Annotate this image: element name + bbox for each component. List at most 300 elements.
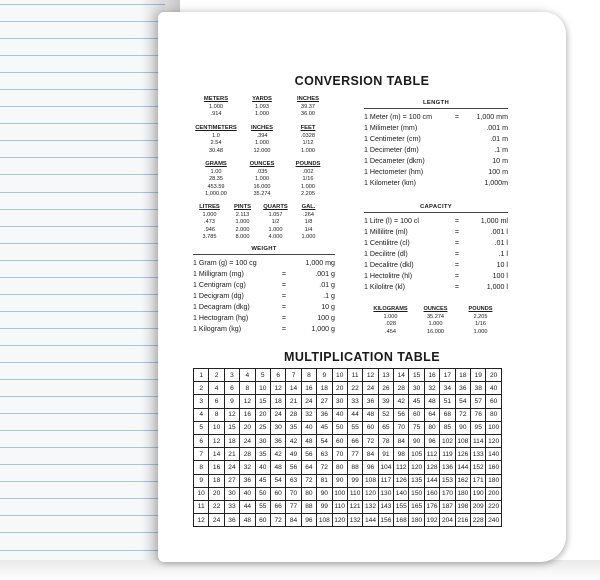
unit-value: 1,000 mg: [305, 259, 335, 268]
unit-label: 1 Milimeter (mm): [364, 124, 418, 133]
multiplication-cell: 119: [440, 448, 455, 461]
multiplication-cell: 45: [409, 395, 424, 408]
multiplication-cell: 18: [317, 382, 332, 395]
equals-sign: =: [281, 270, 287, 279]
unit-value: 1,000 ml: [480, 217, 508, 226]
multiplication-cell: 100: [486, 421, 501, 434]
kilograms-ounces-pounds-table: [368, 306, 503, 336]
centimeters-inches-feet-table: [193, 125, 331, 155]
multiplication-cell: 36: [224, 514, 239, 527]
weight-row: [193, 291, 335, 302]
multiplication-cell: 24: [240, 434, 255, 447]
multiplication-cell: 143: [378, 500, 393, 513]
litres-pints-quarts-gallons-table: [193, 204, 325, 242]
block-cell: 1,000.00: [205, 191, 227, 198]
multiplication-row: [194, 421, 502, 434]
multiplication-cell: 70: [286, 487, 301, 500]
multiplication-cell: 162: [455, 474, 470, 487]
multiplication-cell: 108: [317, 514, 332, 527]
multiplication-cell: 160: [486, 461, 501, 474]
multiplication-cell: 48: [363, 408, 378, 421]
multiplication-cell: 28: [286, 408, 301, 421]
block-row: [193, 133, 331, 141]
weight-row: [193, 280, 335, 291]
length-row: [364, 112, 508, 123]
multiplication-cell: 75: [409, 421, 424, 434]
multiplication-cell: 90: [317, 487, 332, 500]
multiplication-cell: 1: [194, 369, 209, 382]
column-header: GAL.: [301, 204, 316, 210]
multiplication-cell: 60: [270, 487, 285, 500]
equals-sign: =: [454, 239, 460, 248]
multiplication-cell: 12: [363, 369, 378, 382]
block-cell: 3.785: [202, 234, 217, 241]
multiplication-cell: 80: [332, 461, 347, 474]
multiplication-cell: 32: [424, 382, 439, 395]
multiplication-cell: 30: [270, 421, 285, 434]
multiplication-cell: 27: [317, 395, 332, 408]
multiplication-cell: 14: [394, 369, 409, 382]
column-header: INCHES: [251, 125, 273, 131]
multiplication-cell: 40: [255, 461, 270, 474]
unit-value: 10 l: [496, 261, 508, 269]
unit-value: .01 m: [490, 135, 508, 144]
block-row: [193, 184, 331, 192]
multiplication-cell: 17: [440, 369, 455, 382]
multiplication-cell: 24: [363, 382, 378, 395]
multiplication-cell: 40: [332, 408, 347, 421]
block-cell: 1/16: [302, 176, 314, 183]
capacity-row: [364, 238, 508, 249]
multiplication-cell: 190: [471, 487, 486, 500]
multiplication-row: [194, 434, 502, 447]
multiplication-cell: 72: [317, 461, 332, 474]
unit-value: .001 m: [486, 124, 508, 133]
multiplication-cell: 45: [317, 421, 332, 434]
capacity-heading: CAPACITY: [364, 204, 508, 213]
unit-label: 1 Decigram (dg): [193, 292, 244, 301]
multiplication-cell: 120: [409, 461, 424, 474]
multiplication-cell: 24: [270, 408, 285, 421]
block-cell: .946: [204, 226, 215, 233]
multiplication-cell: 112: [394, 461, 409, 474]
multiplication-cell: 120: [363, 487, 378, 500]
block-cell: 1.000: [255, 111, 269, 118]
unit-value: 100 l: [492, 271, 508, 280]
multiplication-cell: 180: [486, 474, 501, 487]
column-header: METERS: [203, 96, 229, 102]
multiplication-cell: 10: [209, 421, 224, 434]
unit-label: 1 Hectolitre (hl): [364, 271, 413, 280]
column-header: QUARTS: [263, 204, 288, 210]
multiplication-cell: 18: [209, 474, 224, 487]
unit-label: 1 Hectometer (hm): [364, 167, 424, 176]
length-row: [364, 145, 508, 156]
column-header: CENTIMETERS: [195, 125, 237, 131]
multiplication-cell: 100: [332, 487, 347, 500]
multiplication-cell: 38: [471, 382, 486, 395]
multiplication-cell: 110: [347, 487, 362, 500]
multiplication-cell: 84: [394, 434, 409, 447]
multiplication-cell: 180: [409, 514, 424, 527]
capacity-section: [364, 204, 508, 292]
column-header: OUNCES: [249, 161, 275, 167]
unit-value: .001 l: [490, 228, 508, 237]
multiplication-cell: 216: [455, 514, 470, 527]
block-row: [193, 234, 325, 242]
multiplication-cell: 4: [240, 369, 255, 382]
multiplication-cell: 15: [255, 395, 270, 408]
multiplication-cell: 33: [347, 395, 362, 408]
multiplication-cell: 96: [424, 434, 439, 447]
multiplication-cell: 56: [394, 408, 409, 421]
unit-value: 1,000 g: [311, 324, 335, 333]
multiplication-row: [194, 448, 502, 461]
block-cell: 1.000: [428, 321, 443, 328]
multiplication-row: [194, 408, 502, 421]
block-cell: 35.274: [426, 313, 445, 320]
block-cell: .394: [256, 132, 268, 139]
multiplication-cell: 84: [286, 514, 301, 527]
multiplication-cell: 28: [394, 382, 409, 395]
multiplication-cell: 170: [440, 487, 455, 500]
equals-sign: =: [454, 228, 460, 237]
equals-sign: =: [454, 282, 460, 291]
multiplication-cell: 140: [394, 487, 409, 500]
unit-value: 100 g: [317, 313, 335, 322]
multiplication-cell: 108: [455, 434, 470, 447]
block-cell: .028: [385, 321, 396, 328]
multiplication-cell: 40: [240, 487, 255, 500]
multiplication-cell: 126: [394, 474, 409, 487]
multiplication-cell: 12: [270, 382, 285, 395]
block-cell: .473: [204, 219, 215, 226]
multiplication-cell: 22: [209, 500, 224, 513]
multiplication-cell: 126: [455, 448, 470, 461]
multiplication-cell: 4: [194, 408, 209, 421]
unit-value: 1,000 mm: [476, 113, 508, 122]
multiplication-cell: 135: [409, 474, 424, 487]
multiplication-cell: 144: [455, 461, 470, 474]
multiplication-table-title: MULTIPLICATION TABLE: [284, 350, 440, 364]
block-row: [193, 111, 331, 119]
unit-label: 1 Millilitre (ml): [364, 228, 408, 237]
block-cell: 1.000: [255, 176, 269, 183]
multiplication-cell: 128: [424, 461, 439, 474]
multiplication-cell: 50: [332, 421, 347, 434]
block-cell: 2.113: [235, 211, 250, 218]
length-row: [364, 134, 508, 145]
capacity-row: [364, 216, 508, 227]
multiplication-cell: 21: [224, 448, 239, 461]
multiplication-cell: 80: [486, 408, 501, 421]
block-cell: 1.000: [383, 313, 398, 320]
block-cell: 30.48: [209, 147, 223, 154]
multiplication-cell: 11: [194, 500, 209, 513]
multiplication-cell: 27: [224, 474, 239, 487]
length-row: [364, 156, 508, 167]
multiplication-cell: 20: [209, 487, 224, 500]
unit-value: 10 m: [492, 157, 508, 165]
block-cell: 2.205: [473, 313, 488, 320]
unit-value: 1,000 l: [486, 282, 508, 291]
multiplication-cell: 90: [455, 421, 470, 434]
multiplication-cell: 81: [317, 474, 332, 487]
unit-value: .01 l: [494, 239, 508, 248]
equals-sign: =: [454, 217, 460, 226]
multiplication-row: [194, 500, 502, 513]
multiplication-cell: 60: [332, 434, 347, 447]
unit-label: 1 Decagram (dkg): [193, 303, 250, 311]
multiplication-cell: 24: [224, 461, 239, 474]
multiplication-cell: 6: [270, 369, 285, 382]
multiplication-cell: 56: [301, 448, 316, 461]
multiplication-cell: 133: [471, 448, 486, 461]
multiplication-row: [194, 395, 502, 408]
multiplication-row: [194, 382, 502, 395]
multiplication-cell: 150: [409, 487, 424, 500]
multiplication-cell: 88: [347, 461, 362, 474]
multiplication-cell: 156: [378, 514, 393, 527]
multiplication-cell: 57: [471, 395, 486, 408]
multiplication-cell: 200: [486, 487, 501, 500]
multiplication-cell: 99: [317, 500, 332, 513]
multiplication-cell: 15: [224, 421, 239, 434]
unit-label: 1 Decilitre (dl): [364, 250, 408, 259]
multiplication-cell: 98: [394, 448, 409, 461]
block-header-row: [368, 306, 503, 314]
multiplication-cell: 80: [301, 487, 316, 500]
multiplication-cell: 60: [409, 408, 424, 421]
block-cell: 16.000: [426, 328, 445, 335]
multiplication-cell: 72: [363, 434, 378, 447]
multiplication-cell: 33: [224, 500, 239, 513]
multiplication-cell: 52: [378, 408, 393, 421]
unit-label: 1 Decimeter (dm): [364, 146, 419, 155]
multiplication-cell: 187: [440, 500, 455, 513]
multiplication-cell: 130: [378, 487, 393, 500]
multiplication-cell: 20: [332, 382, 347, 395]
multiplication-cell: 96: [363, 461, 378, 474]
capacity-row: [364, 227, 508, 238]
multiplication-cell: 18: [270, 395, 285, 408]
multiplication-cell: 64: [424, 408, 439, 421]
unit-value: 100 m: [488, 167, 508, 176]
unit-label: 1 Decameter (dkm): [364, 157, 425, 165]
column-header: POUNDS: [468, 306, 493, 312]
multiplication-cell: 63: [317, 448, 332, 461]
multiplication-cell: 2: [194, 382, 209, 395]
weight-row: [193, 312, 335, 323]
multiplication-cell: 80: [424, 421, 439, 434]
equals-sign: =: [454, 271, 460, 280]
multiplication-cell: 64: [301, 461, 316, 474]
multiplication-cell: 39: [378, 395, 393, 408]
multiplication-cell: 32: [301, 408, 316, 421]
block-row: [368, 321, 503, 329]
block-cell: 1/4: [304, 226, 313, 233]
unit-label: 1 Hectogram (hg): [193, 313, 249, 322]
block-row: [193, 169, 331, 177]
multiplication-cell: 6: [194, 434, 209, 447]
block-header-row: [193, 204, 325, 212]
multiplication-row: [194, 461, 502, 474]
multiplication-cell: 192: [424, 514, 439, 527]
block-cell: 1/12: [302, 140, 314, 147]
multiplication-cell: 117: [378, 474, 393, 487]
equals-sign: =: [281, 303, 287, 311]
block-cell: 2.205: [301, 191, 315, 198]
multiplication-cell: 121: [347, 500, 362, 513]
multiplication-grid: [193, 368, 502, 527]
multiplication-cell: 28: [240, 448, 255, 461]
block-cell: 1/16: [475, 321, 486, 328]
multiplication-cell: 6: [209, 395, 224, 408]
multiplication-cell: 36: [317, 408, 332, 421]
unit-label: 1 Centilitre (cl): [364, 239, 410, 248]
block-cell: 8.000: [235, 234, 250, 241]
multiplication-cell: 2: [209, 369, 224, 382]
length-row: [364, 166, 508, 177]
block-cell: .914: [210, 111, 222, 118]
multiplication-cell: 48: [270, 461, 285, 474]
weight-row: [193, 323, 335, 334]
multiplication-cell: 72: [270, 514, 285, 527]
multiplication-row: [194, 474, 502, 487]
unit-value: .01 g: [319, 281, 335, 290]
unit-value: .1 l: [498, 250, 508, 259]
multiplication-cell: 49: [286, 448, 301, 461]
multiplication-cell: 120: [332, 514, 347, 527]
multiplication-cell: 72: [455, 408, 470, 421]
column-header: FEET: [300, 125, 316, 131]
block-cell: 36.00: [301, 111, 315, 118]
multiplication-cell: 5: [255, 369, 270, 382]
unit-label: 1 Litre (l) = 100 cl: [364, 217, 420, 226]
multiplication-cell: 88: [301, 500, 316, 513]
column-header: GRAMS: [205, 161, 227, 167]
multiplication-cell: 240: [486, 514, 501, 527]
multiplication-cell: 42: [394, 395, 409, 408]
weight-row: [193, 269, 335, 280]
block-cell: 1.000: [268, 226, 283, 233]
multiplication-cell: 155: [394, 500, 409, 513]
block-row: [193, 219, 325, 227]
block-cell: 39.37: [301, 103, 315, 110]
multiplication-cell: 84: [363, 448, 378, 461]
weight-row: [193, 302, 335, 313]
multiplication-cell: 104: [378, 461, 393, 474]
multiplication-cell: 105: [409, 448, 424, 461]
multiplication-cell: 209: [471, 500, 486, 513]
multiplication-cell: 30: [409, 382, 424, 395]
multiplication-cell: 18: [455, 369, 470, 382]
multiplication-cell: 26: [378, 382, 393, 395]
multiplication-cell: 16: [301, 382, 316, 395]
multiplication-cell: 54: [455, 395, 470, 408]
unit-value: .1 g: [323, 292, 335, 301]
multiplication-cell: 8: [301, 369, 316, 382]
block-cell: 1.000: [255, 140, 269, 147]
block-row: [193, 212, 325, 220]
multiplication-cell: 7: [194, 448, 209, 461]
multiplication-cell: 42: [286, 434, 301, 447]
unit-value: .1 m: [494, 146, 508, 155]
multiplication-cell: 36: [363, 395, 378, 408]
multiplication-cell: 66: [347, 434, 362, 447]
multiplication-cell: 114: [471, 434, 486, 447]
multiplication-cell: 5: [194, 421, 209, 434]
block-cell: 1.000: [301, 234, 316, 241]
multiplication-cell: 14: [209, 448, 224, 461]
multiplication-cell: 20: [240, 421, 255, 434]
unit-label: 1 Milligram (mg): [193, 270, 244, 279]
multiplication-cell: 95: [471, 421, 486, 434]
column-header: YARDS: [252, 96, 272, 102]
multiplication-cell: 6: [224, 382, 239, 395]
multiplication-cell: 180: [455, 487, 470, 500]
equals-sign: =: [281, 281, 287, 290]
block-cell: 1.000: [202, 211, 217, 218]
multiplication-cell: 44: [240, 500, 255, 513]
unit-value: .001 g: [315, 270, 335, 279]
multiplication-cell: 12: [240, 395, 255, 408]
multiplication-cell: 160: [424, 487, 439, 500]
multiplication-cell: 91: [378, 448, 393, 461]
length-section: [364, 100, 508, 188]
multiplication-cell: 102: [440, 434, 455, 447]
weight-row: [193, 258, 335, 269]
length-row: [364, 177, 508, 188]
multiplication-cell: 176: [424, 500, 439, 513]
block-cell: 1/8: [304, 219, 313, 226]
block-cell: 1.00: [210, 168, 222, 175]
multiplication-cell: 152: [471, 461, 486, 474]
multiplication-cell: 56: [286, 461, 301, 474]
equals-sign: =: [281, 324, 287, 333]
multiplication-cell: 4: [209, 382, 224, 395]
block-row: [193, 140, 331, 148]
unit-label: 1 Decalitre (dkl): [364, 261, 414, 269]
page-bottom-edge: [0, 560, 600, 580]
multiplication-cell: 136: [440, 461, 455, 474]
multiplication-cell: 24: [301, 395, 316, 408]
multiplication-cell: 99: [347, 474, 362, 487]
block-header-row: [193, 125, 331, 133]
unit-value: 10 g: [321, 303, 335, 311]
multiplication-cell: 8: [194, 461, 209, 474]
multiplication-cell: 48: [301, 434, 316, 447]
multiplication-cell: 12: [224, 408, 239, 421]
multiplication-cell: 54: [317, 434, 332, 447]
multiplication-cell: 72: [301, 474, 316, 487]
column-header: INCHES: [297, 96, 319, 102]
multiplication-cell: 55: [255, 500, 270, 513]
multiplication-cell: 144: [363, 514, 378, 527]
multiplication-cell: 90: [332, 474, 347, 487]
unit-label: 1 Kilometer (km): [364, 178, 417, 187]
multiplication-cell: 15: [409, 369, 424, 382]
multiplication-row: [194, 487, 502, 500]
multiplication-cell: 36: [240, 474, 255, 487]
multiplication-cell: 40: [486, 382, 501, 395]
unit-label: 1 Meter (m) = 100 cm: [364, 113, 433, 122]
block-row: [193, 176, 331, 184]
multiplication-cell: 10: [255, 382, 270, 395]
grams-ounces-pounds-table: [193, 161, 331, 199]
unit-label: 1 Kilogram (kg): [193, 324, 242, 333]
multiplication-cell: 7: [286, 369, 301, 382]
